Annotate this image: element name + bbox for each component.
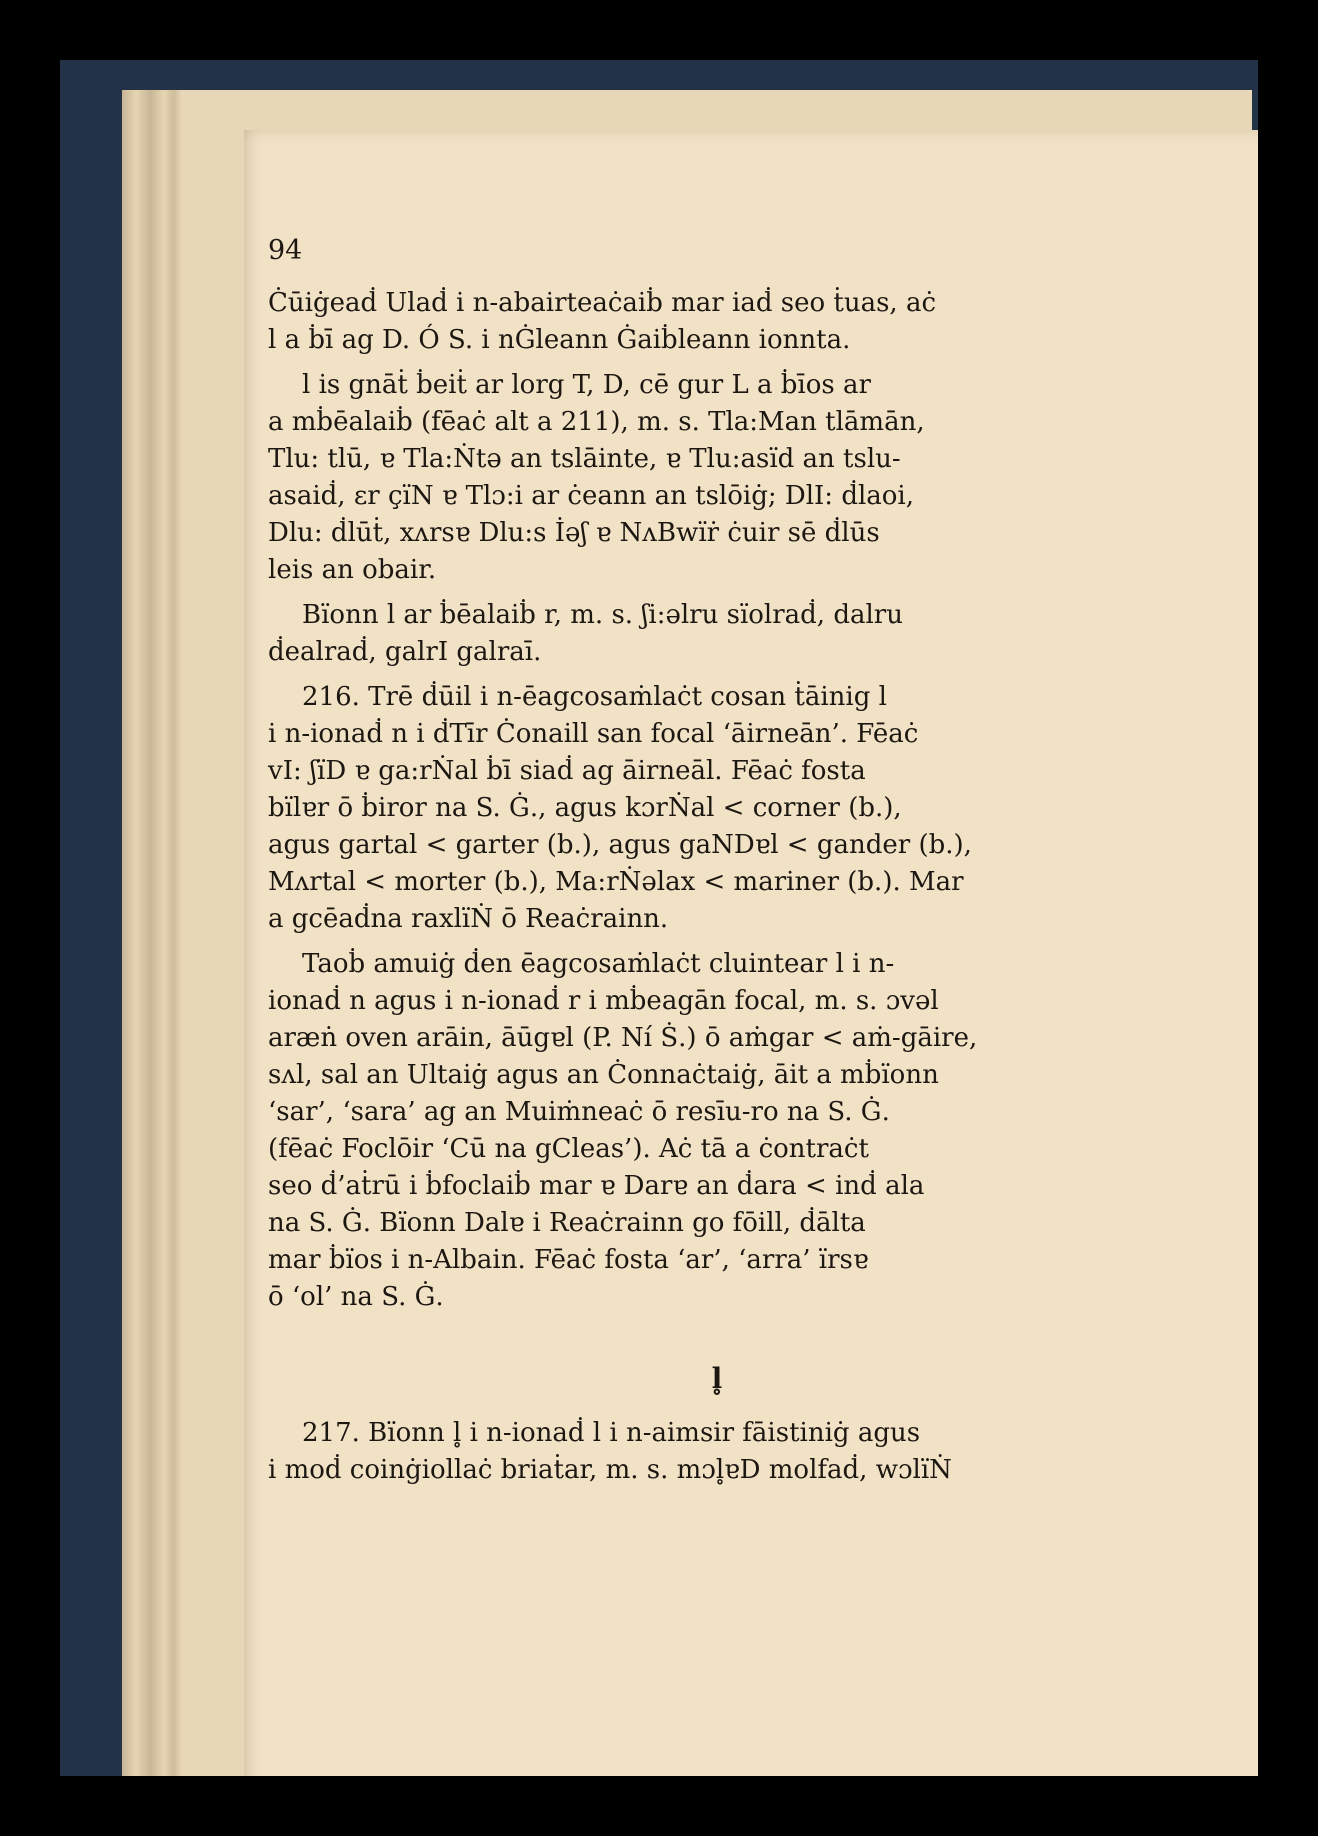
text-line: i moḋ coinġiollaċ briaṫar, m. s. mɔl̥ɐD molfaḋ, wɔlïṄ [268, 1455, 952, 1485]
text-line: agus gartal < garter (b.), agus gaNDɐl < gander (b.), [268, 830, 972, 860]
text-line: Mʌrtal < morter (b.), Ma:rṄəlax < mariner (b.). Mar [268, 867, 964, 897]
text-line: bïlɐr ō ḃiror na S. Ġ., agus kɔrṄal < corner (b.), [268, 793, 902, 823]
page-number: 94 [268, 235, 303, 266]
text-line: (fēaċ Foclōir ‘Cū na gCleas’). Aċ tā a ċontraċt [268, 1134, 869, 1164]
text-line: Tlu: tlū, ɐ Tla:Ṅtə an tslāinte, ɐ Tlu:asïd an tslu- [268, 444, 901, 474]
text-line: Dlu: ḋlūṫ, xʌrsɐ Dlu:s İəʃ ɐ NʌBwïṙ ċuir sē ḋlūs [268, 518, 880, 548]
text-line: mar ḃïos i n-Albain. Fēaċ fosta ‘ar’, ‘arra’ ïrsɐ [268, 1245, 869, 1275]
text-line: ō ‘ol’ na S. Ġ. [268, 1282, 444, 1312]
text-line: l is gnāṫ ḃeiṫ ar lorg T, D, cē gur L a ḃīos ar [302, 370, 871, 400]
text-line: asaiḋ, ɛr çïN ɐ Tlɔ:i ar ċeann an tslōiġ; DlI: ḋlaoi, [268, 481, 915, 511]
text-line: aræṅ oven arāin, āūgɐl (P. Ní Ṡ.) ō aṁgar < aṁ-gāire, [268, 1023, 978, 1053]
text-line: leis an obair. [268, 555, 437, 585]
text-line: ionaḋ n agus i n-ionaḋ r i mḃeagān focal, m. s. ɔvəl [268, 986, 939, 1016]
text-line: Ċūiġeaḋ Ulaḋ i n-abairteaċaiḃ mar iaḋ seo ṫuas, aċ [268, 288, 937, 318]
text-line: Bïonn l ar ḃēalaiḃ r, m. s. ʃi:əlru sïolraḋ, dalru [302, 600, 903, 630]
text-line: na S. Ġ. Bïonn Dalɐ i Reaċrainn go fōill, ḋālta [268, 1208, 866, 1238]
text-line: Taoḃ amuiġ ḋen ēagcosaṁlaċt cluintear l i n- [302, 949, 895, 979]
text-line: vI: ʃïD ɐ ga:rṄal ḃī siaḋ ag āirneāl. Fēaċ fosta [268, 756, 866, 786]
text-line: ‘sar’, ‘sara’ ag an Muiṁneaċ ō resīu-ro na S. Ġ. [268, 1097, 890, 1127]
text-line: l a ḃī ag D. Ó S. i nĠleann Ġaiḃleann ionnta. [268, 325, 851, 355]
text-line: a gcēaḋna raxlïṄ ō Reaċrainn. [268, 904, 669, 934]
text-line: a mḃēalaiḃ (fēaċ alt a 211), m. s. Tla:Man tlāmān, [268, 407, 925, 437]
text-line: 216. Trē ḋūil i n-ēagcosaṁlaċt cosan ṫāinig l [302, 682, 887, 712]
text-line: ḋealraḋ, galrI galraī. [268, 637, 542, 667]
section-heading: l̥ [711, 1362, 723, 1395]
page-text [268, 212, 1166, 1489]
text-line: i n-ionaḋ n i ḋTīr Ċonaill san focal ‘āirneān’. Fēaċ [268, 719, 919, 749]
text-line: seo ḋ’aṫrū i ḃfoclaiḃ mar ɐ Darɐ an ḋara < inḋ ala [268, 1171, 925, 1201]
text-line: 217. Bïonn l̥ i n-ionaḋ l i n-aimsir fāistiniġ agus [302, 1418, 921, 1448]
text-line: sʌl, sal an Ultaiġ agus an Ċonnaċtaiġ, āit a mḃïonn [268, 1060, 939, 1090]
